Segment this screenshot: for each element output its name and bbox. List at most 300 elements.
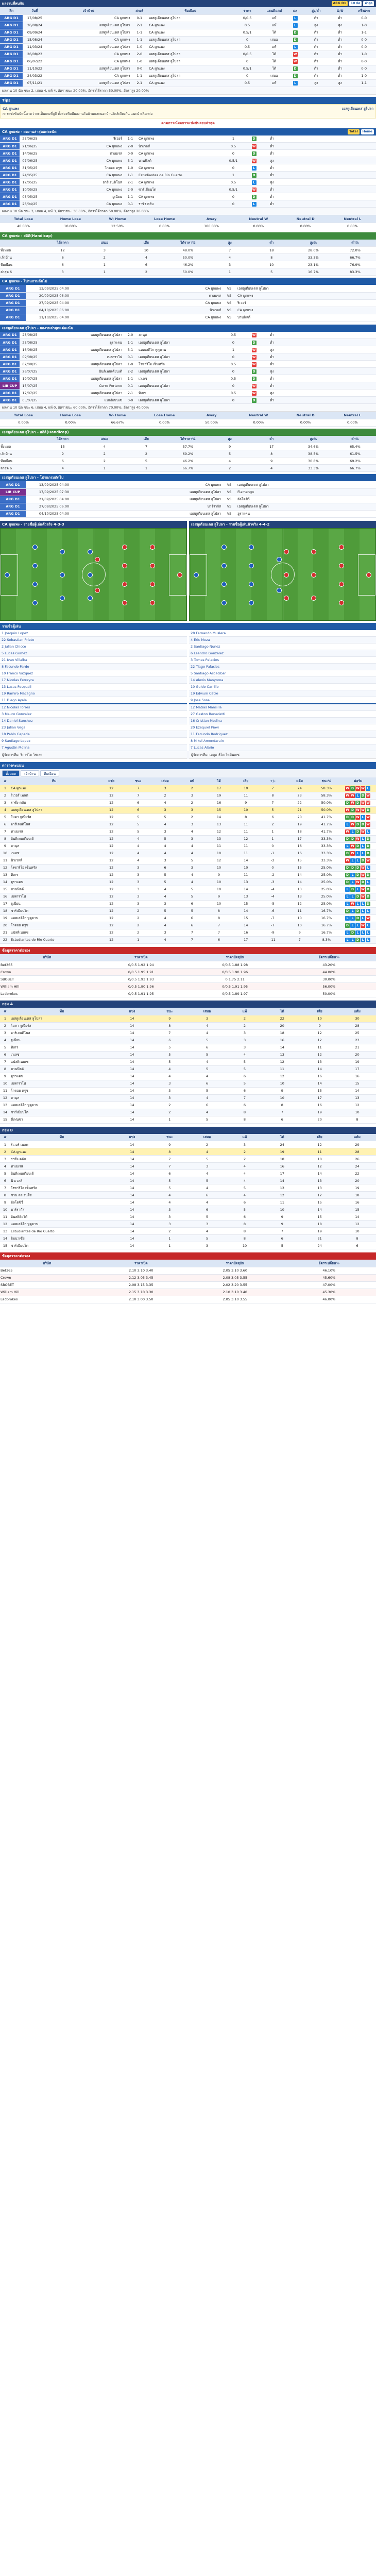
player-name[interactable]: 5 Lucas Gomez [0, 650, 187, 657]
league-badge[interactable]: ARG D1 [0, 503, 26, 510]
away-team[interactable]: อัลโดซิวี่ [237, 496, 376, 503]
match-score[interactable]: 0-0 [130, 65, 148, 72]
league-badge[interactable]: ARG D1 [0, 72, 23, 79]
team-name[interactable]: อัลโดซิวี่ [10, 1199, 113, 1206]
player-name[interactable]: 10 Franco Vazquez [0, 670, 187, 677]
league-badge[interactable]: LIB CUP [0, 382, 20, 389]
h2h-row[interactable] [0, 79, 376, 87]
team-name[interactable]: Estudiantes de Rio Cuarto [10, 1228, 113, 1235]
bookmaker-name[interactable]: William Hill [0, 983, 94, 990]
away-team[interactable]: เอสตูเดียนเตส ลูโปลา [148, 72, 232, 79]
group-row[interactable] [0, 1228, 376, 1235]
player-row[interactable] [189, 677, 376, 684]
player-row[interactable] [0, 744, 187, 751]
group-row[interactable] [0, 1221, 376, 1228]
player-name[interactable]: 1 Joaquin Lopez [0, 630, 187, 637]
recent-match-row[interactable] [0, 150, 376, 157]
player-name[interactable]: 8 Facundo Pardo [0, 664, 187, 670]
team-name[interactable]: นิวเวลส์ [10, 1177, 113, 1184]
group-row[interactable] [0, 1109, 376, 1116]
group-row[interactable] [0, 1101, 376, 1109]
player-name[interactable]: 6 Leandro Gonzalez [189, 650, 376, 657]
group-row[interactable] [0, 1184, 376, 1192]
league-badge[interactable]: ARG D1 [0, 58, 23, 65]
standings-row[interactable] [0, 821, 376, 828]
team-name[interactable]: เบลกราโน่ [10, 1080, 113, 1087]
match-score[interactable]: 1-0 [123, 164, 138, 172]
home-team[interactable]: CA ผูกแพง [47, 50, 131, 58]
bookmaker-name[interactable]: Ladbrokes [0, 990, 94, 997]
away-team[interactable]: เอสตูเดียนเตส ลูโปลา [148, 58, 232, 65]
away-team[interactable]: บานฟิลด์ [138, 157, 220, 164]
player-row[interactable] [0, 738, 187, 744]
away-team[interactable]: นิวเวลส์ [138, 143, 220, 150]
standings-row[interactable] [0, 893, 376, 900]
home-team[interactable]: CA ผูกแพง [82, 285, 221, 292]
match-score[interactable]: 1-1 [123, 172, 138, 179]
league-badge[interactable]: ARG D1 [0, 172, 20, 179]
standings-row[interactable] [0, 936, 376, 943]
standings-row[interactable] [0, 828, 376, 835]
recent-match-row[interactable] [0, 397, 376, 404]
away-team[interactable]: Estudiantes de Rio Cuarto [138, 172, 220, 179]
league-badge[interactable]: LIB CUP [0, 488, 26, 496]
player-row[interactable] [189, 697, 376, 704]
player-row[interactable] [189, 738, 376, 744]
match-score[interactable]: 1-1 [123, 375, 138, 382]
home-team[interactable]: CA ผูกแพง [47, 14, 131, 22]
league-badge[interactable]: ARG D1 [0, 179, 20, 186]
home-team[interactable]: ริเวอร์ [40, 135, 123, 143]
team-name[interactable]: ทาเยเรส [10, 828, 98, 835]
player-name[interactable]: 18 Pablo Cepeda [0, 731, 187, 738]
team-name[interactable]: อินสติติวโต้ [10, 1213, 113, 1221]
player-name[interactable]: 9 Jose Sosa [189, 697, 376, 704]
league-badge[interactable]: ARG D1 [0, 361, 20, 368]
player-marker[interactable] [277, 557, 282, 562]
group-row[interactable] [0, 1058, 376, 1065]
away-team[interactable]: เอสตูเดียนเตส ลูโปลา [237, 503, 376, 510]
league-badge[interactable]: ARG D1 [0, 36, 23, 43]
standings-row[interactable] [0, 900, 376, 907]
league-badge[interactable]: ARG D1 [0, 397, 20, 404]
away-team[interactable]: ราซิ่ง คลับ [138, 200, 220, 208]
away-team[interactable]: เอสตูเดียนเตส ลูโปลา [148, 36, 232, 43]
player-marker[interactable] [5, 572, 10, 578]
away-team[interactable]: เอสตูเดียนเตส ลูโปลา [138, 368, 220, 375]
home-team[interactable]: เอสตูเดียนเตส ลูโปลา [40, 346, 123, 353]
recent-match-row[interactable] [0, 389, 376, 397]
team-name[interactable]: ฮูราแคน [10, 1073, 113, 1080]
standings-row[interactable] [0, 914, 376, 922]
h2h-row[interactable] [0, 14, 376, 22]
standings-row[interactable] [0, 929, 376, 936]
team-name[interactable]: CA ผูกแพง [10, 1148, 113, 1156]
team-name[interactable]: ลานุส [10, 842, 98, 850]
tab-home[interactable]: Home [361, 129, 374, 134]
recent-match-row[interactable] [0, 164, 376, 172]
odds-row[interactable] [0, 969, 376, 976]
league-badge[interactable]: ARG D1 [0, 353, 20, 361]
player-row[interactable] [189, 664, 376, 670]
standings-row[interactable] [0, 886, 376, 893]
standings-row[interactable] [0, 850, 376, 857]
odds-row[interactable] [0, 961, 376, 969]
fixture-row[interactable] [0, 488, 376, 496]
h2h-row[interactable] [0, 72, 376, 79]
player-name[interactable]: 13 Lucas Pasquali [0, 684, 187, 690]
player-row[interactable] [0, 677, 187, 684]
player-name[interactable]: 16 Cristian Medina [189, 718, 376, 724]
league-badge[interactable]: ARG D1 [0, 43, 23, 50]
player-marker[interactable] [221, 563, 227, 568]
away-team[interactable]: CA ผูกแพง [138, 135, 220, 143]
group-row[interactable] [0, 1156, 376, 1163]
player-row[interactable] [0, 650, 187, 657]
league-badge[interactable]: ARG D1 [0, 314, 26, 321]
match-score[interactable]: 0-0 [123, 150, 138, 157]
odds-row[interactable] [0, 1281, 376, 1289]
team-name[interactable]: ราซิ่ง คลับ [10, 799, 98, 806]
home-team[interactable]: CA ผูกแพง [40, 143, 123, 150]
recent-match-row[interactable] [0, 332, 376, 339]
league-badge[interactable]: ARG D1 [0, 375, 20, 382]
player-marker[interactable] [150, 582, 155, 587]
group-row[interactable] [0, 1116, 376, 1123]
bookmaker-name[interactable]: SBOBET [0, 1281, 94, 1289]
recent-match-row[interactable] [0, 193, 376, 200]
team-name[interactable]: บานฟิลด์ [10, 886, 98, 893]
player-name[interactable]: 22 Tiago Palacios [189, 664, 376, 670]
home-team[interactable]: เอสตูเดียนเตส ลูโปลา [47, 65, 131, 72]
away-team[interactable]: CA ผูกแพง [237, 307, 376, 314]
odds-row[interactable] [0, 983, 376, 990]
team-name[interactable]: ซาร์เมียนโต [10, 1109, 113, 1116]
player-row[interactable] [0, 704, 187, 711]
player-row[interactable] [0, 637, 187, 643]
player-marker[interactable] [249, 545, 254, 550]
away-team[interactable]: CA ผูกแพง [148, 22, 232, 29]
fixture-row[interactable] [0, 496, 376, 503]
player-name[interactable]: 9 Santiago Lopez [0, 738, 187, 744]
match-score[interactable]: 0-0 [123, 397, 138, 404]
away-team[interactable]: CA ผูกแพง [148, 65, 232, 72]
home-team[interactable]: CA ผูกแพง [40, 157, 123, 164]
standings-row[interactable] [0, 799, 376, 806]
team-name[interactable]: อาร์เจนติโนส [10, 821, 98, 828]
player-marker[interactable] [194, 572, 199, 578]
player-marker[interactable] [221, 545, 227, 550]
player-marker[interactable] [311, 572, 316, 578]
home-team[interactable]: ยูเนียน [40, 193, 123, 200]
match-score[interactable]: 2-1 [130, 22, 148, 29]
player-marker[interactable] [284, 596, 289, 601]
group-row[interactable] [0, 1065, 376, 1073]
player-row[interactable] [189, 724, 376, 731]
away-team[interactable]: ฮูราแคน [237, 510, 376, 517]
team-name[interactable]: ซาน ลอเรนโซ่ [10, 1192, 113, 1199]
team-name[interactable]: CA ผูกแพง [10, 785, 98, 792]
match-score[interactable]: 1-0 [123, 361, 138, 368]
home-team[interactable]: เบลกราโน่ [40, 353, 123, 361]
player-marker[interactable] [311, 549, 316, 554]
group-row[interactable] [0, 1022, 376, 1029]
player-marker[interactable] [32, 582, 38, 587]
player-row[interactable] [189, 690, 376, 697]
recent-match-row[interactable] [0, 157, 376, 164]
recent-match-row[interactable] [0, 172, 376, 179]
player-name[interactable]: 14 Daniel Sanchez [0, 718, 187, 724]
away-team[interactable]: เอสตูเดียนเตส ลูโปลา [237, 285, 376, 292]
h2h-row[interactable] [0, 22, 376, 29]
bookmaker-name[interactable]: Bet365 [0, 1267, 94, 1274]
player-marker[interactable] [221, 600, 227, 605]
recent-match-row[interactable] [0, 186, 376, 193]
team-name[interactable]: อาร์เจนติโนส [10, 1029, 113, 1037]
team-name[interactable]: นิวเวลส์ [10, 857, 98, 864]
away-team[interactable]: ลานุส [138, 332, 220, 339]
home-team[interactable]: อินดิเพนเดียนเต้ [40, 368, 123, 375]
match-score[interactable]: 3-1 [123, 157, 138, 164]
group-row[interactable] [0, 1206, 376, 1213]
player-name[interactable]: 27 Gaston Benedetti [189, 711, 376, 718]
player-marker[interactable] [249, 600, 254, 605]
odds-row[interactable] [0, 1267, 376, 1274]
team-name[interactable]: ยูเนียน [10, 900, 98, 907]
odds-row[interactable] [0, 976, 376, 983]
standings-row[interactable] [0, 842, 376, 850]
match-score[interactable]: 1-1 [123, 339, 138, 346]
player-name[interactable]: 19 Edwuin Cetre [189, 690, 376, 697]
player-row[interactable] [0, 731, 187, 738]
league-badge[interactable]: ARG D1 [0, 29, 23, 36]
home-team[interactable]: เอสตูเดียนเตส ลูโปลา [40, 389, 123, 397]
home-team[interactable]: เอสตูเดียนเตส ลูโปลา [40, 361, 123, 368]
player-marker[interactable] [122, 545, 127, 550]
home-team[interactable]: เอสตูเดียนเตส ลูโปลา [82, 496, 221, 503]
away-team[interactable]: โรซาริโอ เซ็นทรัล [138, 361, 220, 368]
league-badge[interactable]: ARG D1 [0, 299, 26, 307]
player-marker[interactable] [88, 549, 93, 554]
player-name[interactable]: 3 Tomas Palacios [189, 657, 376, 664]
team-name[interactable]: ริเวอร์ เพลท [10, 792, 98, 799]
home-team[interactable]: CA ผูกแพง [40, 172, 123, 179]
home-team[interactable]: ทาเยเรส [82, 292, 221, 299]
player-marker[interactable] [32, 600, 38, 605]
tab-total[interactable]: Total [348, 129, 359, 134]
league-badge[interactable]: ARG D1 [0, 389, 20, 397]
player-marker[interactable] [60, 596, 65, 601]
away-team[interactable]: เอสตูเดียนเตส ลูโปลา [138, 339, 220, 346]
player-row[interactable] [189, 643, 376, 650]
player-row[interactable] [189, 650, 376, 657]
home-team[interactable]: CA ผูกแพง [40, 200, 123, 208]
match-score[interactable]: 2-0 [123, 186, 138, 193]
odds-row[interactable] [0, 1289, 376, 1296]
player-row[interactable] [189, 704, 376, 711]
team-name[interactable]: โกดอย ครูซ [10, 922, 98, 929]
league-badge[interactable]: ARG D1 [0, 186, 20, 193]
home-team[interactable]: อาร์เจนติโนส [40, 179, 123, 186]
match-score[interactable]: 3-1 [123, 346, 138, 353]
away-team[interactable]: CA ผูกแพง [148, 79, 232, 87]
player-name[interactable]: 2 Julian Chicco [0, 643, 187, 650]
group-row[interactable] [0, 1199, 376, 1206]
team-name[interactable]: เอสตูเดียนเตส ลูโปลา [10, 806, 98, 814]
team-name[interactable]: ดีเฟนซ่า [10, 1116, 113, 1123]
player-marker[interactable] [122, 563, 127, 568]
league-badge[interactable]: ARG D1 [0, 285, 26, 292]
team-name[interactable]: ยูเนียน [10, 1037, 113, 1044]
home-team[interactable]: เอสตูเดียนเตส ลูโปลา [47, 29, 131, 36]
player-marker[interactable] [339, 563, 344, 568]
h2h-row[interactable] [0, 29, 376, 36]
player-row[interactable] [189, 718, 376, 724]
player-name[interactable]: 5 Santiago Ascacibar [189, 670, 376, 677]
away-team[interactable]: ซาร์เมียนโต [138, 186, 220, 193]
player-row[interactable] [0, 664, 187, 670]
home-team[interactable]: CA ผูกแพง [82, 481, 221, 488]
group-row[interactable] [0, 1170, 376, 1177]
group-row[interactable] [0, 1015, 376, 1022]
odds-row[interactable] [0, 1296, 376, 1303]
league-badge[interactable]: ARG D1 [0, 307, 26, 314]
recent-match-row[interactable] [0, 135, 376, 143]
odds-row[interactable] [0, 1274, 376, 1281]
match-score[interactable]: 1-1 [123, 193, 138, 200]
match-score[interactable]: 0-1 [123, 200, 138, 208]
h2h-row[interactable] [0, 50, 376, 58]
league-badge[interactable]: ARG D1 [0, 135, 20, 143]
match-score[interactable]: 1-1 [123, 135, 138, 143]
team-name[interactable]: ริเวอร์ เพลท [10, 1141, 113, 1148]
home-team[interactable]: ฮูราแคน [40, 339, 123, 346]
league-badge[interactable]: ARG D1 [0, 14, 23, 22]
team-name[interactable]: ยิมนาเซีย [10, 1235, 113, 1242]
player-name[interactable]: 11 Facundo Rodriguez [189, 731, 376, 738]
team-name[interactable]: เบลกราโน่ [10, 893, 98, 900]
away-team[interactable]: เอสตูเดียนเตส ลูโปลา [237, 481, 376, 488]
player-name[interactable]: 11 Diego Ayala [0, 697, 187, 704]
match-count-select[interactable]: 10 นัด [349, 1, 362, 6]
player-marker[interactable] [366, 572, 371, 578]
bookmaker-name[interactable]: Bet365 [0, 961, 94, 969]
home-team[interactable]: CA ผูกแพง [82, 299, 221, 307]
home-team[interactable]: CA ผูกแพง [82, 314, 221, 321]
player-name[interactable]: 7 Agustin Molina [0, 744, 187, 751]
player-marker[interactable] [150, 545, 155, 550]
team-name[interactable]: แอตเลติโก ทูคูมาน [10, 914, 98, 922]
player-row[interactable] [189, 637, 376, 643]
league-badge[interactable]: ARG D1 [0, 339, 20, 346]
h2h-row[interactable] [0, 65, 376, 72]
player-marker[interactable] [95, 557, 100, 562]
league-badge[interactable]: ARG D1 [0, 332, 20, 339]
home-team[interactable]: เอสตูเดียนเตส ลูโปลา [47, 22, 131, 29]
player-row[interactable] [189, 731, 376, 738]
home-team[interactable]: ทาเยเรส [40, 150, 123, 157]
tab-standings-all[interactable]: ทั้งหมด [2, 770, 20, 776]
player-name[interactable]: 7 Lucas Alario [189, 744, 376, 751]
player-row[interactable] [189, 684, 376, 690]
player-marker[interactable] [284, 549, 289, 554]
home-team[interactable]: เอสตูเดียนเตส ลูโปลา [82, 510, 221, 517]
league-badge[interactable]: ARG D1 [0, 346, 20, 353]
team-name[interactable]: บาร์รากัส [10, 1206, 113, 1213]
team-name[interactable]: ซาร์เมียนโต [10, 907, 98, 914]
odds-row[interactable] [0, 990, 376, 997]
player-row[interactable] [189, 630, 376, 637]
bookmaker-name[interactable]: Crown [0, 1274, 94, 1281]
league-badge[interactable]: ARG D1 [0, 200, 20, 208]
player-name[interactable]: 2 Santiago Nunez [189, 643, 376, 650]
tab-standings-away[interactable]: ทีมเยือน [40, 770, 59, 776]
team-name[interactable]: อินดิเพนเดียนเต้ [10, 1170, 113, 1177]
away-team[interactable]: CA ผูกแพง [138, 193, 220, 200]
group-row[interactable] [0, 1087, 376, 1094]
away-team[interactable]: CA ผูกแพง [148, 29, 232, 36]
player-name[interactable]: 14 Alexis Manyoma [189, 677, 376, 684]
standings-row[interactable] [0, 857, 376, 864]
away-team[interactable]: เอสตูเดียนเตส ลูโปลา [138, 353, 220, 361]
home-team[interactable]: CA ผูกแพง [40, 186, 123, 193]
league-badge[interactable]: ARG D1 [0, 193, 20, 200]
group-row[interactable] [0, 1242, 376, 1249]
bookmaker-name[interactable]: SBOBET [0, 976, 94, 983]
player-marker[interactable] [122, 600, 127, 605]
group-row[interactable] [0, 1094, 376, 1101]
team-name[interactable]: ซาร์เมียนโต [10, 1242, 113, 1249]
match-score[interactable]: 2-0 [123, 332, 138, 339]
player-name[interactable]: 20 Ezequiel Piovi [189, 724, 376, 731]
match-score[interactable]: 0-1 [123, 353, 138, 361]
bookmaker-name[interactable]: Ladbrokes [0, 1296, 94, 1303]
group-row[interactable] [0, 1044, 376, 1051]
team-name[interactable]: Estudiantes de Rio Cuarto [10, 936, 98, 943]
group-row[interactable] [0, 1073, 376, 1080]
match-score[interactable]: 0-1 [130, 14, 148, 22]
standings-row[interactable] [0, 871, 376, 878]
away-team[interactable]: เอสตูเดียนเตส ลูโปลา [138, 382, 220, 389]
player-marker[interactable] [150, 600, 155, 605]
group-row[interactable] [0, 1192, 376, 1199]
home-team[interactable]: Cerro Porteno [40, 382, 123, 389]
standings-row[interactable] [0, 907, 376, 914]
group-row[interactable] [0, 1080, 376, 1087]
player-name[interactable]: 10 Guido Carrillo [189, 684, 376, 690]
league-badge[interactable]: ARG D1 [0, 496, 26, 503]
player-marker[interactable] [60, 572, 65, 578]
standings-row[interactable] [0, 806, 376, 814]
player-marker[interactable] [284, 572, 289, 578]
away-team[interactable]: แอตเลติโก ทูคูมาน [138, 346, 220, 353]
standings-row[interactable] [0, 785, 376, 792]
home-team[interactable]: เอสตูเดียนเตส ลูโปลา [47, 79, 131, 87]
match-score[interactable]: 2-0 [130, 50, 148, 58]
player-row[interactable] [0, 657, 187, 664]
away-team[interactable]: CA ผูกแพง [237, 292, 376, 299]
match-score[interactable]: 2-1 [123, 179, 138, 186]
recent-match-row[interactable] [0, 361, 376, 368]
player-marker[interactable] [88, 572, 93, 578]
player-name[interactable]: 12 Nicolas Torres [0, 704, 187, 711]
away-team[interactable]: เวเลซ [138, 375, 220, 382]
away-team[interactable]: CA ผูกแพง [138, 179, 220, 186]
match-score[interactable]: 2-1 [123, 389, 138, 397]
standings-row[interactable] [0, 835, 376, 842]
player-row[interactable] [0, 684, 187, 690]
team-name[interactable]: ฮูราแคน [10, 878, 98, 886]
